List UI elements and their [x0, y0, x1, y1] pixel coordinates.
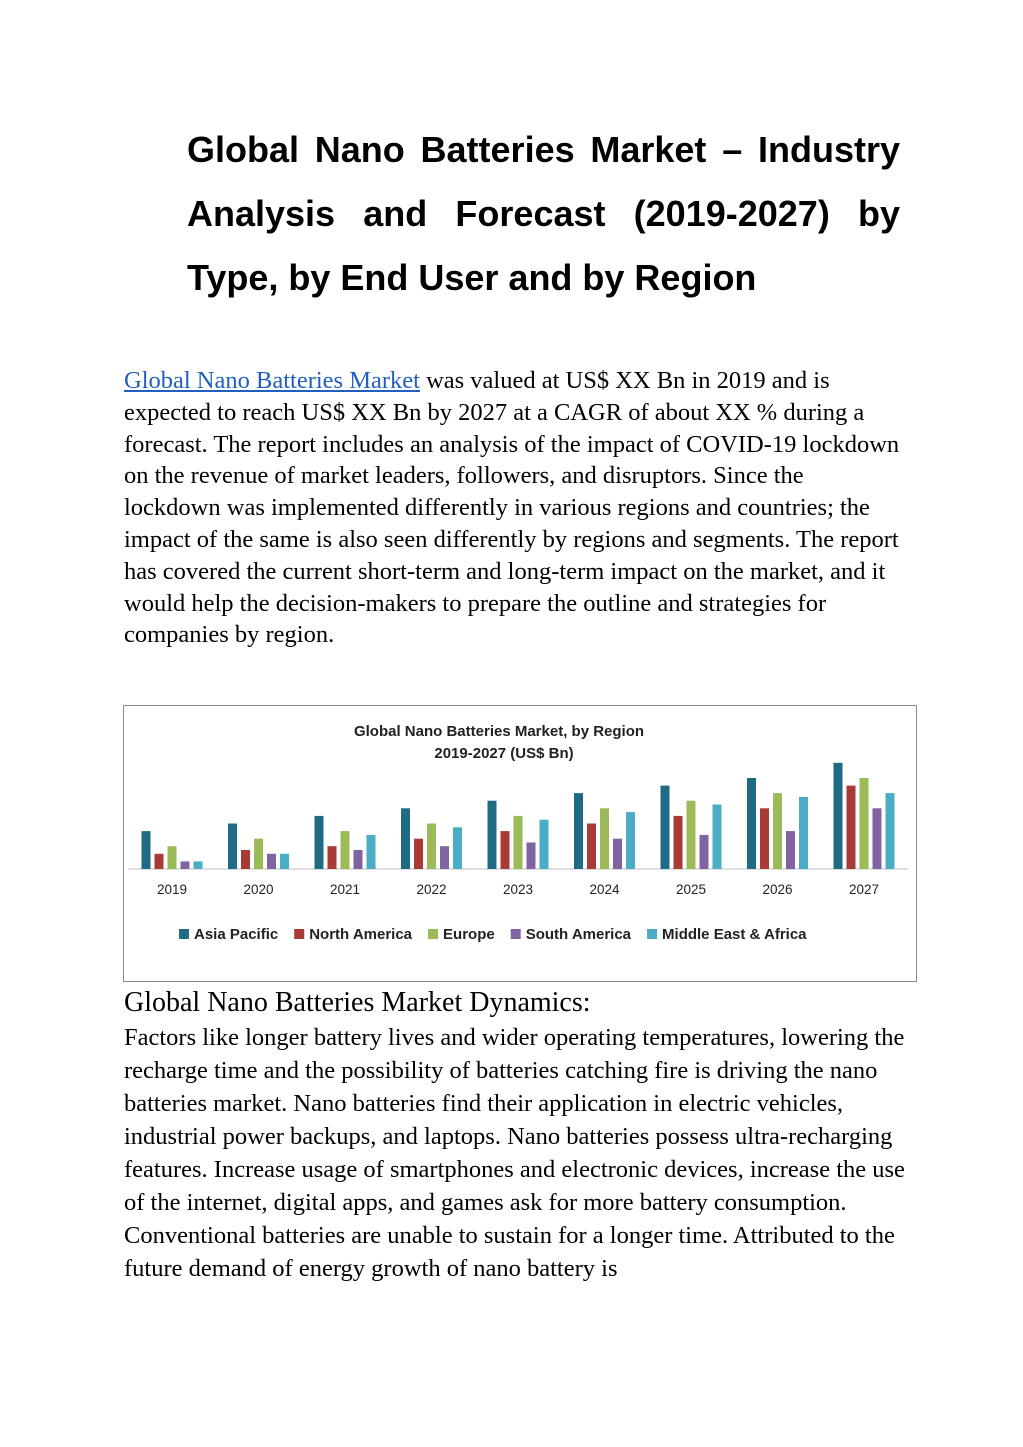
legend-label: South America: [525, 926, 632, 943]
bar-2022-north-america: [414, 839, 423, 869]
x-tick-label: 2021: [329, 882, 361, 897]
chart-title: Global Nano Batteries Market, by Region: [353, 723, 645, 740]
bar-2025-middle-east-africa: [713, 805, 722, 870]
bar-2019-north-america: [155, 854, 164, 869]
bar-2024-asia-pacific: [574, 793, 583, 869]
bar-2021-europe: [341, 831, 350, 869]
legend-swatch: [428, 929, 438, 939]
legend-swatch: [511, 929, 521, 939]
bar-2019-europe: [168, 846, 177, 869]
x-tick-label: 2027: [848, 882, 880, 897]
x-tick-label: 2026: [762, 882, 793, 897]
legend-label: North America: [309, 926, 413, 943]
bar-2027-south-america: [873, 808, 882, 869]
bar-2025-north-america: [674, 816, 683, 869]
bar-2024-south-america: [613, 839, 622, 869]
bar-2020-middle-east-africa: [280, 854, 289, 869]
x-tick-label: 2024: [589, 882, 620, 897]
legend-label: Middle East & Africa: [662, 926, 807, 943]
bar-2024-middle-east-africa: [626, 812, 635, 869]
region-chart-svg: [124, 706, 918, 983]
bar-2023-south-america: [527, 842, 536, 869]
bar-2026-middle-east-africa: [799, 797, 808, 869]
bar-2022-middle-east-africa: [453, 827, 462, 869]
legend-swatch: [294, 929, 304, 939]
bar-2027-middle-east-africa: [886, 793, 895, 869]
x-tick-label: 2023: [502, 882, 534, 897]
chart-subtitle: 2019-2027 (US$ Bn): [434, 745, 574, 762]
bar-2020-europe: [254, 839, 263, 869]
bar-2026-asia-pacific: [747, 778, 756, 869]
bar-2022-europe: [427, 824, 436, 870]
x-tick-labels: [157, 882, 879, 897]
x-tick-label: 2022: [416, 882, 447, 897]
bar-2026-europe: [773, 793, 782, 869]
bar-2019-middle-east-africa: [194, 861, 203, 869]
bar-2019-south-america: [181, 861, 190, 869]
bar-2022-south-america: [440, 846, 449, 869]
bar-2024-europe: [600, 808, 609, 869]
region-chart: [123, 705, 917, 982]
x-tick-label: 2020: [243, 882, 274, 897]
bar-2021-asia-pacific: [315, 816, 324, 869]
bar-2027-asia-pacific: [834, 763, 843, 869]
bar-2023-asia-pacific: [488, 801, 497, 869]
document-title: Global Nano Batteries Market – Industry Analysis and Forecast (2019-2027) by Type, by End User and by Region: [187, 129, 900, 298]
bar-2020-south-america: [267, 854, 276, 869]
bar-2025-europe: [687, 801, 696, 869]
bar-2021-south-america: [354, 850, 363, 869]
bar-2026-south-america: [786, 831, 795, 869]
bar-2020-north-america: [241, 850, 250, 869]
bar-2025-south-america: [700, 835, 709, 869]
bar-2023-middle-east-africa: [540, 820, 549, 869]
x-tick-label: 2019: [156, 882, 188, 897]
bar-2025-asia-pacific: [661, 786, 670, 869]
bar-2026-north-america: [760, 808, 769, 869]
bar-2027-europe: [860, 778, 869, 869]
chart-legend: [179, 926, 807, 943]
bar-2019-asia-pacific: [142, 831, 151, 869]
x-tick-label: 2025: [675, 882, 707, 897]
legend-swatch: [179, 929, 189, 939]
bar-2024-north-america: [587, 824, 596, 870]
bar-2027-north-america: [847, 786, 856, 869]
intro-paragraph: [124, 365, 906, 651]
bar-2021-north-america: [328, 846, 337, 869]
bar-2023-north-america: [501, 831, 510, 869]
bar-2021-middle-east-africa: [367, 835, 376, 869]
legend-swatch: [647, 929, 657, 939]
dynamics-paragraph: Factors like longer battery lives and wider operating temperatures, lowering the recharge time and the possibility of batteries catching fire is driving the nano batteries market. Nano batteries find their application in electric vehicles, industrial power backups, and laptops. Nano batteries possess ultra-recharging features. Increase usage of smartphones and electronic devices, increase the use of the internet, digital apps, and games ask for more battery consumption. Conventional batteries are unable to sustain for a longer time. Attributed to the future demand of energy growth of nano battery is: [124, 1024, 905, 1282]
intro-text: was valued at US$ XX Bn in 2019 and is expected to reach US$ XX Bn by 2027 at a CAGR of about XX % during a forecast. The report includes an analysis of the impact of COVID-19 lockdown on the revenue of market leaders, followers, and disruptors. Since the lockdown was implemented differently in various regions and countries; the impact of the same is also seen differently by regions and segments. The report has covered the current short-term and long-term impact on the market, and it would help the decision-makers to prepare the outline and strategies for companies by region.: [124, 367, 900, 649]
market-link[interactable]: Global Nano Batteries Market: [124, 367, 420, 394]
legend-label: Europe: [443, 926, 495, 943]
legend-label: Asia Pacific: [194, 926, 279, 943]
bar-2020-asia-pacific: [228, 824, 237, 870]
bar-2023-europe: [514, 816, 523, 869]
dynamics-heading: Global Nano Batteries Market Dynamics:: [124, 987, 591, 1018]
bar-2022-asia-pacific: [401, 808, 410, 869]
bar-group: [142, 763, 895, 869]
